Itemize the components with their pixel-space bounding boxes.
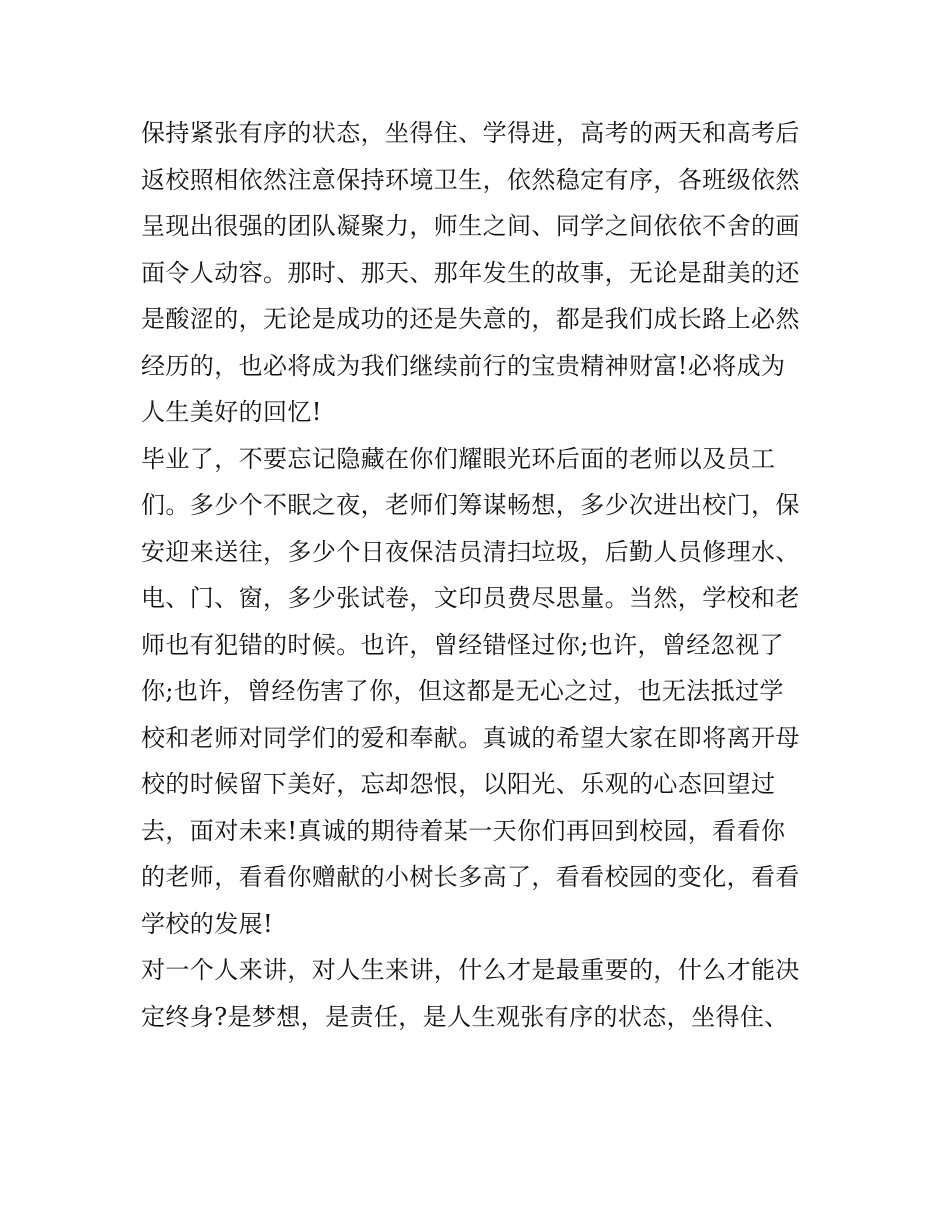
text-line: 经历的，也必将成为我们继续前行的宝贵精神财富!必将成为 bbox=[141, 351, 786, 380]
text-line: 去，面对未来!真诚的期待着某一天你们再回到校园，看看你 bbox=[141, 816, 786, 845]
text-line: 电、门、窗，多少张试卷，文印员费尽思量。当然，学校和老 bbox=[141, 584, 800, 612]
text-line: 校和老师对同学们的爱和奉献。真诚的希望大家在即将离开母 bbox=[141, 723, 800, 752]
text-line: 是酸涩的，无论是成功的还是失意的，都是我们成长路上必然 bbox=[141, 305, 800, 333]
text-line: 们。多少个不眠之夜，老师们筹谋畅想，多少次进出校门，保 bbox=[141, 491, 800, 519]
text-line: 师也有犯错的时候。也许，曾经错怪过你;也许，曾经忽视了 bbox=[141, 630, 784, 659]
text-line: 你;也许，曾经伤害了你，但这都是无心之过，也无法抵过学 bbox=[141, 677, 784, 705]
text-line: 对一个人来讲，对人生来讲，什么才是最重要的，什么才能决 bbox=[141, 956, 800, 984]
text-line: 安迎来送往，多少个日夜保洁员清扫垃圾，后勤人员修理水、 bbox=[141, 537, 800, 566]
text-line: 面令人动容。那时、那天、那年发生的故事，无论是甜美的还 bbox=[141, 258, 800, 287]
text-line: 学校的发展! bbox=[141, 909, 274, 938]
text-line: 毕业了，不要忘记隐藏在你们耀眼光环后面的老师以及员工 bbox=[141, 444, 776, 473]
text-line: 呈现出很强的团队凝聚力，师生之间、同学之间依依不舍的画 bbox=[141, 212, 800, 240]
text-line: 保持紧张有序的状态，坐得住、学得进，高考的两天和高考后 bbox=[141, 119, 800, 147]
text-line: 定终身?是梦想，是责任，是人生观张有序的状态，坐得住、 bbox=[141, 1002, 789, 1031]
text-line: 的老师，看看你赠献的小树长多高了，看看校园的变化，看看 bbox=[141, 863, 800, 891]
body-text bbox=[141, 110, 841, 1040]
text-line: 人生美好的回忆! bbox=[141, 398, 322, 426]
text-line: 返校照相依然注意保持环境卫生，依然稳定有序，各班级依然 bbox=[141, 165, 800, 194]
text-line: 校的时候留下美好，忘却怨恨，以阳光、乐观的心态回望过 bbox=[141, 770, 776, 798]
